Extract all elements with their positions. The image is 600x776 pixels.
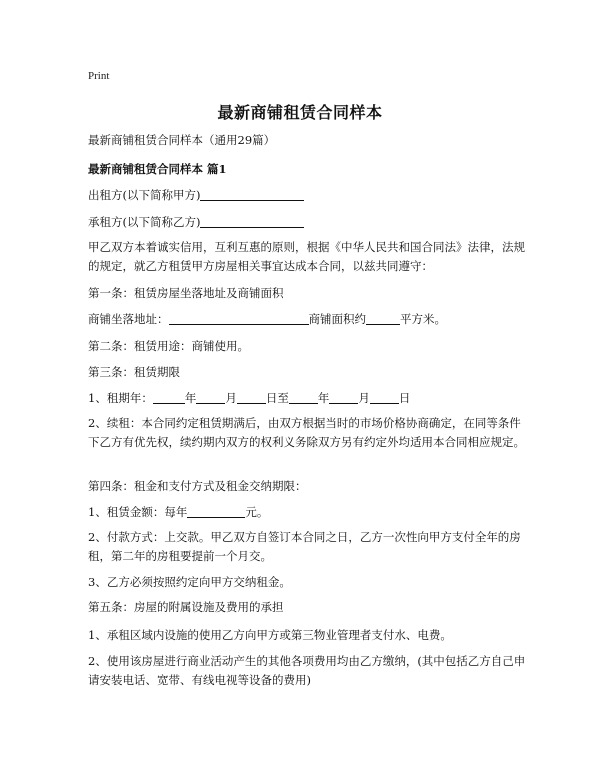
address-label: 商铺坐落地址： bbox=[88, 312, 169, 326]
term-prefix: 1、租期年： bbox=[88, 391, 153, 405]
print-link[interactable]: Print bbox=[88, 70, 110, 82]
rent-amount-line bbox=[88, 503, 528, 522]
term-month-2: 月 bbox=[358, 391, 370, 405]
term-day-2: 日 bbox=[398, 391, 411, 405]
address-blank bbox=[169, 311, 309, 325]
start-day-blank bbox=[237, 390, 266, 404]
address-area-line bbox=[88, 310, 528, 329]
article-5-heading: 第五条：房屋的附属设施及费用的承担 bbox=[88, 600, 284, 614]
lessee-line bbox=[88, 213, 528, 232]
end-year-blank bbox=[289, 390, 318, 404]
term-day-to: 日至 bbox=[265, 391, 289, 405]
start-month-blank bbox=[196, 390, 225, 404]
area-blank bbox=[366, 311, 400, 325]
term-year-1: 年 bbox=[184, 391, 197, 405]
rent-suffix: 元。 bbox=[245, 505, 269, 519]
article-3-heading: 第三条：租赁期限 bbox=[88, 365, 180, 379]
section-heading: 最新商铺租赁合同样本 篇1 bbox=[88, 162, 227, 176]
document-subtitle: 最新商铺租赁合同样本（通用29篇） bbox=[88, 133, 276, 147]
intro-paragraph: 甲乙双方本着诚实信用，互利互惠的原则，根据《中华人民共和国合同法》法律，法规的规定，就乙方租赁甲方房屋相关事宜达成本合同，以兹共同遵守： bbox=[88, 240, 525, 273]
term-month-1: 月 bbox=[225, 391, 237, 405]
fee-clause-2: 2、使用该房屋进行商业活动产生的其他各项费用均由乙方缴纳，(其中包括乙方自己申请安装电话、宽带、有线电视等设备的费用) bbox=[88, 654, 526, 687]
lessee-blank bbox=[200, 214, 304, 228]
lease-term-line bbox=[88, 389, 528, 408]
start-year-blank bbox=[153, 390, 185, 404]
payment-paragraph: 2、付款方式：上交款。甲乙双方自签订本合同之日，乙方一次性向甲方支付全年的房租，第二年的房租要提前一个月交。 bbox=[88, 530, 521, 563]
renewal-paragraph: 2、续租：本合同约定租赁期满后，由双方根据当时的市场价格协商确定，在同等条件下乙方有优先权，续约期内双方的权利义务除双方另有约定外均适用本合同相应规定。 bbox=[88, 416, 525, 449]
end-day-blank bbox=[370, 390, 399, 404]
document-title: 最新商铺租赁合同样本 bbox=[217, 103, 383, 122]
article-4-heading: 第四条：租金和支付方式及租金交纳期限： bbox=[88, 479, 307, 493]
area-label: 商铺面积约 bbox=[308, 312, 366, 326]
rent-blank bbox=[187, 504, 245, 518]
lessee-label: 承租方(以下简称乙方) bbox=[88, 215, 201, 229]
end-month-blank bbox=[329, 390, 358, 404]
area-unit: 平方米。 bbox=[400, 312, 446, 326]
lessor-blank bbox=[200, 187, 304, 201]
rent-prefix: 1、租赁金额：每年 bbox=[88, 505, 188, 519]
article-2: 第二条：租赁用途：商铺使用。 bbox=[88, 339, 249, 353]
payment-rule: 3、乙方必须按照约定向甲方交纳租金。 bbox=[88, 575, 291, 589]
lessor-label: 出租方(以下简称甲方) bbox=[88, 188, 201, 202]
fee-clause-1: 1、承租区域内设施的使用乙方向甲方或第三物业管理者支付水、电费。 bbox=[88, 628, 452, 642]
lessor-line bbox=[88, 186, 528, 205]
article-1-heading: 第一条：租赁房屋坐落地址及商铺面积 bbox=[88, 286, 284, 300]
term-year-2: 年 bbox=[317, 391, 330, 405]
